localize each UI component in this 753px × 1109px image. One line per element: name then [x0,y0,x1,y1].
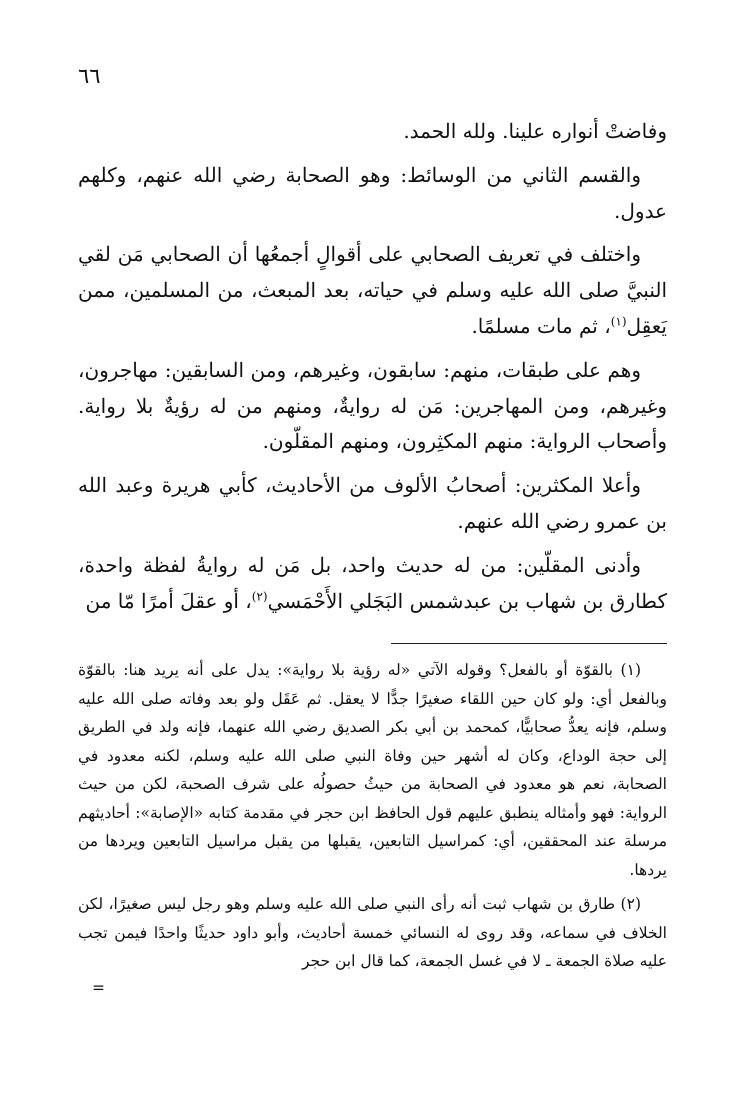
paragraph-text: وهم على طبقات، منهم: سابقون، وغيرهم، ومن السابقين: مهاجرون، وغيرهم، ومن المهاجرين: مَن له روايةٌ، ومنهم من له رؤيةٌ بلا رواية. وأصحاب الرواية: منهم المكثِرون، ومنهم المقلّون. [78,357,667,454]
paragraph-text: ، أو عقلَ أمرًا مّا من [85,588,252,613]
footnote-reference[interactable]: (٢) [251,588,268,603]
paragraph [78,468,667,540]
footnote-reference[interactable]: (١) [610,314,627,329]
paragraph [78,158,667,230]
paragraph-text: وأدنى المقلّين: من له حديث واحد، بل مَن له روايةُ لفظة واحدة، كطارق بن شهاب بن عبدشمس البَجَلي الأَحْمَسي [78,552,667,613]
footnote-separator [391,643,667,644]
continuation-mark: = [92,978,105,997]
paragraph-text: وأعلا المكثرين: أصحابُ الألوف من الأحاديث، كأبي هريرة وعبد الله بن عمرو رضي الله عنهم. [78,473,667,533]
paragraph [78,237,667,344]
footnotes [78,656,667,1002]
footnote: (١) بالقوّة أو بالفعل؟ وقوله الآتي «له رؤية بلا رواية»: يدل على أنه يريد هنا: بالقوّة وبالفعل أي: ولو كان حين اللقاء صغيرًا جدًّا لا يعقل. ثم عَقَل ولو بعد وفاته صلى الله عليه وسلم، فإنه يعدُّ صحابيًّا، كمحمد بن أبي بكر الصديق رضي الله عنهما، فإنه ولد في الطريق إلى حجة الوداع، وكان له أشهر حين وفاة النبي صلى الله عليه وسلم، لكنه معدود في الصحابة، نعم هو معدود في الصحابة من حيثُ حصولُه على شرف الصحبة، لكن من حيث الرواية: فهو وأمثاله ينطبق عليهم قول الحافظ ابن حجر في مقدمة كتابه «الإصابة»: أحاديثهم مرسلة عند المحققين، أي: كمراسيل التابعين، يقبلها من يقبل مراسيل التابعين ويردها من يردها. [78,661,667,879]
paragraph-text: وفاضتْ أنواره علينا. ولله الحمد. [403,119,667,143]
paragraph-text: ، ثم مات مسلمًا. [471,313,611,338]
paragraph-text: واختلف في تعريف الصحابي على أقوالٍ أجمعُها أن الصحابي مَن لقي النبيَّ صلى الله عليه وسلم في حياته، بعد المبعث، من المسلمين، ممن يَعقِل [78,242,667,338]
main-text [78,114,667,627]
paragraph [78,548,667,620]
footnote: (٢) طارق بن شهاب ثبت أنه رأى النبي صلى الله عليه وسلم وهو رجل ليس صغيرًا، لكن الخلاف في سماعه، وقد روى له النسائي خمسة أحاديث، وأبو داود حديثًا واحدًا فيمن تجب عليه صلاة الجمعة ـ لا في غسل الجمعة، كما قال ابن حجر [78,895,667,970]
paragraph [78,114,667,150]
page-number: ٦٦ [78,64,101,88]
paragraph-text: والقسم الثاني من الوسائط: وهو الصحابة رضي الله عنهم، وكلهم عدول. [78,162,667,223]
paragraph [78,353,667,460]
